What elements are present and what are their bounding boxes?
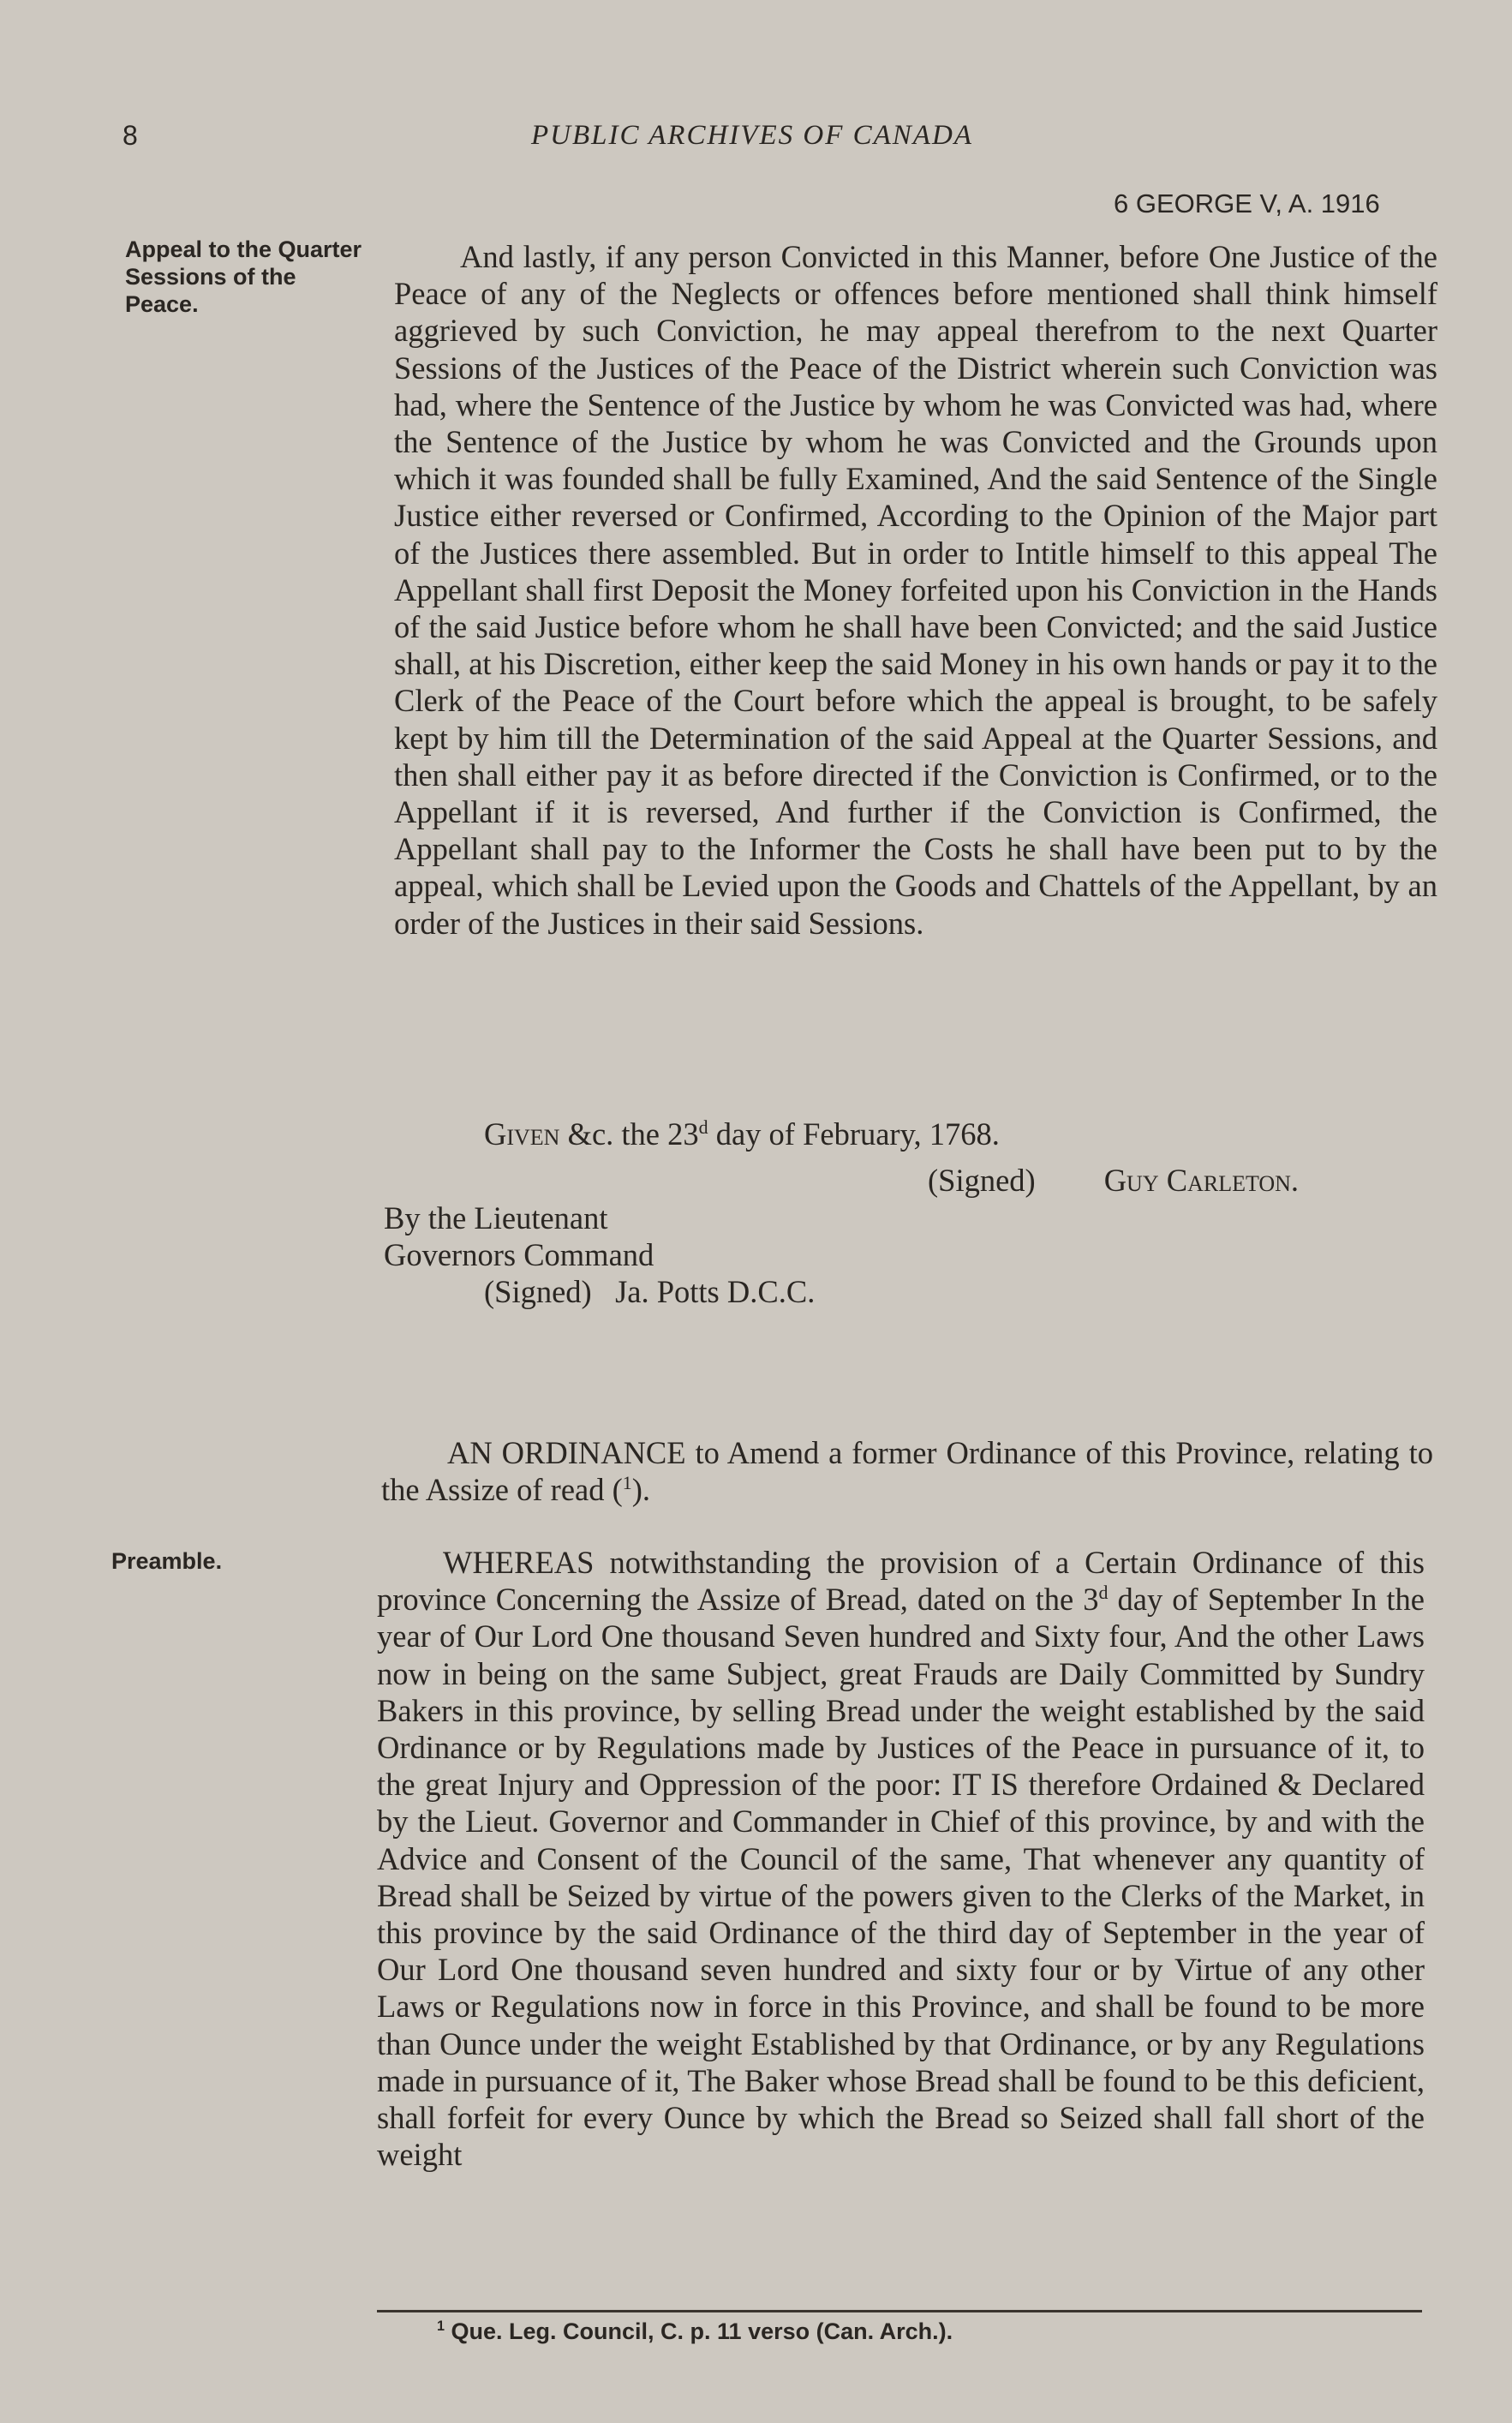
body-paragraph-preamble [377, 1544, 1425, 2173]
footnote-text: Que. Leg. Council, C. p. 11 verso (Can. Arch.). [445, 2318, 953, 2344]
margin-note-preamble: Preamble. [111, 1548, 223, 1574]
preamble-part1: WHEREAS notwithstanding the provision of a Certain Ordinance of this province Concerning the Assize of Bread, dated on the 3 [377, 1545, 1425, 1618]
signatory-name: Guy Carleton. [1103, 1163, 1300, 1198]
signature-line [928, 1162, 1299, 1199]
given-word: Given [484, 1116, 560, 1152]
ordinance-footnote-ref: 1 [622, 1472, 632, 1494]
by-line-2: Governors Command [384, 1237, 654, 1272]
page-number: 8 [123, 120, 138, 151]
margin-note-appeal: Appeal to the Quarter Sessions of the Peace. [125, 236, 362, 317]
by-line-1: By the Lieutenant [384, 1200, 608, 1235]
by-line-3: (Signed) Ja. Potts D.C.C. [484, 1274, 816, 1309]
session-heading: 6 GEORGE V, A. 1916 [1114, 188, 1380, 218]
signed-label: (Signed) [928, 1163, 1036, 1198]
preamble-sup: d [1098, 1582, 1109, 1604]
body-paragraph-appeal: And lastly, if any person Convicted in this Manner, before One Justice of the Peace of any of the Neglects or offences before mentioned shall think himself aggrieved by such Conviction, he may appeal therefrom to the next Quarter Sessions of the Justices of the Peace of the District wherein such Conviction was had, where the Sentence of the Justice by whom he was Convicted was had, where the Sentence of the Justice by whom he was Convicted and the Grounds upon which it was founded shall be fully Examined, And the said Sentence of the Single Justice either reversed or Confirmed, According to the Opinion of the Major part of the Justices there assembled. But in order to Intitle himself to this appeal The Appellant shall first Deposit the Money forfeited upon his Conviction in the Hands of the said Justice before whom he shall have been Convicted; and the said Justice shall, at his Discretion, either keep the said Money in his own hands or pay it to the Clerk of the Peace of the Court before which the appeal is brought, to be safely kept by him till the Determination of the said Appeal at the Quarter Sessions, and then shall either pay it as before directed if the Conviction is Confirmed, or to the Appellant if it is reversed, And further if the Conviction is Confirmed, the Appellant shall pay to the Informer the Costs he shall have been put to by the appeal, which shall be Levied upon the Goods and Chattels of the Appellant, by an order of the Justices in their said Sessions. [394, 239, 1437, 941]
ordinance-title-text: AN ORDINANCE to Amend a former Ordinance of this Province, relating to the Assize of read ( [381, 1435, 1433, 1508]
given-date-part2: day of February, 1768. [708, 1116, 1000, 1152]
footnote [437, 2318, 953, 2345]
ordinance-title [381, 1434, 1433, 1508]
given-line [484, 1116, 1000, 1152]
footnote-rule [377, 2310, 1422, 2312]
preamble-part2: day of September In the year of Our Lord One thousand Seven hundred and Sixty four, And the other Laws now in being on the same Subject, great Frauds are Daily Committed by Sundry Bakers in this province, by selling Bread under the weight established by the said Ordinance or by Regulations made by Justices of the Peace in pursuance of it, to the great Injury and Oppression of the poor: IT IS therefore Ordained & Declared by the Lieut. Governor and Commander in Chief of this province, by and with the Advice and Consent of the Council of the same, That whenever any quantity of Bread shall be Seized by virtue of the powers given to the Clerks of the Market, in this province by the said Ordinance of the third day of September in the year of Our Lord One thousand seven hundred and sixty four or by Virtue of any other Laws or Regulations now in force in this Province, and shall be found to be more than Ounce under the weight Established by that Ordinance, or by any Regulations made in pursuance of it, The Baker whose Bread shall be found to be this deficient, shall forfeit for every Ounce by which the Bread so Seized shall fall short of the weight [377, 1582, 1425, 2173]
given-date-sup: d [698, 1116, 708, 1138]
footnote-marker: 1 [437, 2318, 445, 2334]
running-title: PUBLIC ARCHIVES OF CANADA [531, 120, 973, 151]
given-date-part1: &c. the 23 [559, 1116, 699, 1152]
ordinance-title-end: ). [631, 1472, 650, 1508]
